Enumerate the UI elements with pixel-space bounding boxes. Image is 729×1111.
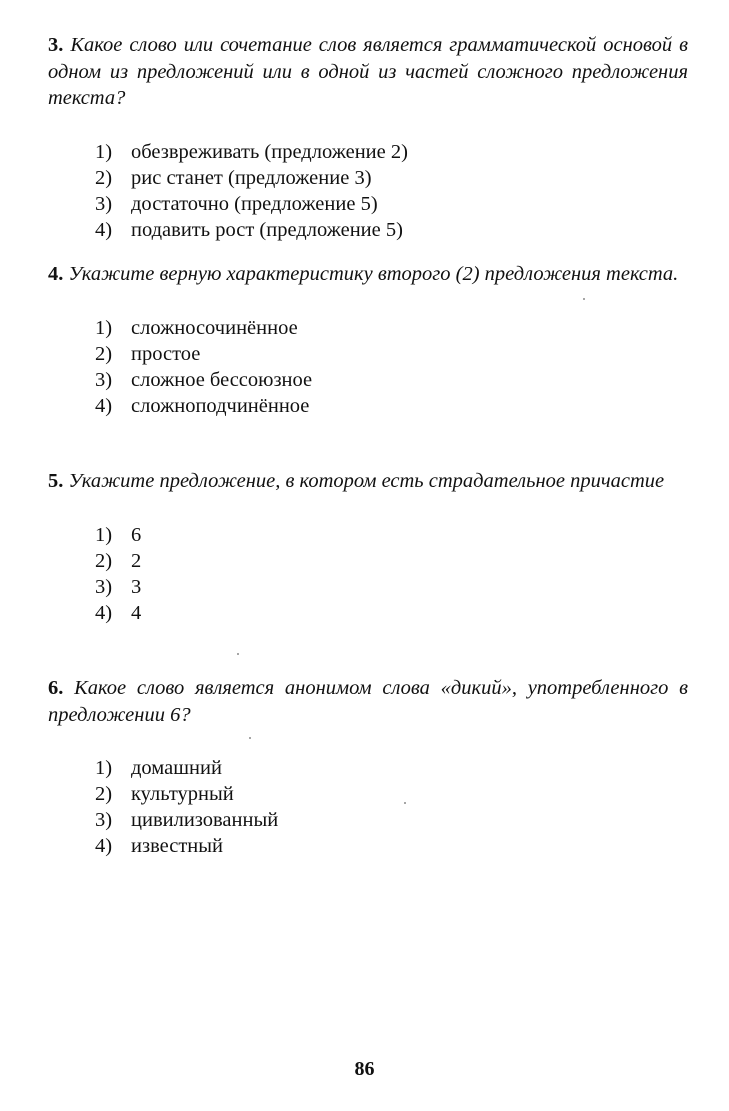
- answer-option: [95, 522, 729, 548]
- answer-option: [95, 833, 729, 859]
- answer-option: [95, 600, 729, 626]
- option-text: достаточно (предложение 5): [131, 192, 378, 215]
- option-number: 3): [95, 368, 113, 391]
- answer-option: [95, 165, 729, 191]
- option-text: культурный: [131, 783, 234, 805]
- scan-speck: [404, 802, 406, 804]
- option-number: 2): [95, 783, 113, 805]
- question-4: [48, 261, 688, 419]
- answer-option: [95, 341, 729, 367]
- question-prompt: [48, 261, 688, 288]
- question-prompt: [48, 32, 688, 112]
- option-text: 4: [131, 601, 142, 624]
- question-number: 4.: [48, 263, 64, 285]
- question-5: [48, 468, 688, 626]
- option-number: 3): [95, 575, 113, 598]
- page-number: 86: [354, 1058, 375, 1080]
- option-number: 2): [95, 342, 113, 365]
- option-number: 2): [95, 549, 113, 572]
- answer-option: [95, 781, 729, 807]
- answer-option: [95, 807, 729, 833]
- question-number: 6.: [48, 677, 64, 699]
- question-prompt: [48, 675, 688, 728]
- option-number: 4): [95, 835, 113, 857]
- option-number: 4): [95, 601, 113, 624]
- option-number: 4): [95, 218, 113, 241]
- answer-option: [95, 548, 729, 574]
- answer-option: [95, 574, 729, 600]
- question-prompt: [48, 468, 688, 495]
- question-number: 3.: [48, 34, 64, 56]
- answer-option: [95, 393, 729, 419]
- answer-options: [95, 315, 729, 419]
- option-text: домашний: [131, 757, 222, 779]
- question-6: [48, 675, 688, 859]
- question-text: Укажите предложение, в котором есть страдательное причастие: [68, 470, 665, 492]
- question-3: [48, 32, 688, 243]
- option-number: 1): [95, 316, 113, 339]
- option-text: обезвреживать (предложение 2): [131, 140, 408, 163]
- answer-option: [95, 217, 729, 243]
- option-text: цивилизованный: [131, 809, 279, 831]
- answer-options: [95, 139, 729, 243]
- answer-options: [95, 522, 729, 626]
- option-text: 2: [131, 549, 142, 572]
- question-text: Какое слово или сочетание слов является грамматической основой в одном из предложений или в одной из частей сложного предложения текста?: [48, 34, 688, 109]
- question-number: 5.: [48, 470, 64, 492]
- option-text: рис станет (предложение 3): [131, 166, 372, 189]
- option-number: 1): [95, 140, 113, 163]
- option-number: 3): [95, 192, 113, 215]
- answer-option: [95, 755, 729, 781]
- answer-option: [95, 191, 729, 217]
- option-text: сложносочинённое: [131, 316, 298, 339]
- option-text: 3: [131, 575, 142, 598]
- option-text: 6: [131, 523, 142, 546]
- option-text: подавить рост (предложение 5): [131, 218, 403, 241]
- option-number: 1): [95, 523, 113, 546]
- scan-speck: [583, 298, 585, 300]
- answer-option: [95, 315, 729, 341]
- option-number: 1): [95, 757, 113, 779]
- option-text: сложное бессоюзное: [131, 368, 313, 391]
- answer-options: [95, 755, 729, 859]
- scan-speck: [237, 653, 239, 655]
- question-text: Укажите верную характеристику второго (2) предложения текста.: [68, 263, 679, 285]
- answer-option: [95, 139, 729, 165]
- option-number: 2): [95, 166, 113, 189]
- option-text: сложноподчинённое: [131, 394, 310, 417]
- option-text: простое: [131, 342, 201, 365]
- question-text: Какое слово является анонимом слова «дикий», употребленного в предложении 6?: [48, 677, 689, 726]
- scan-speck: [249, 737, 251, 739]
- option-number: 4): [95, 394, 113, 417]
- answer-option: [95, 367, 729, 393]
- option-text: известный: [131, 835, 224, 857]
- option-number: 3): [95, 809, 113, 831]
